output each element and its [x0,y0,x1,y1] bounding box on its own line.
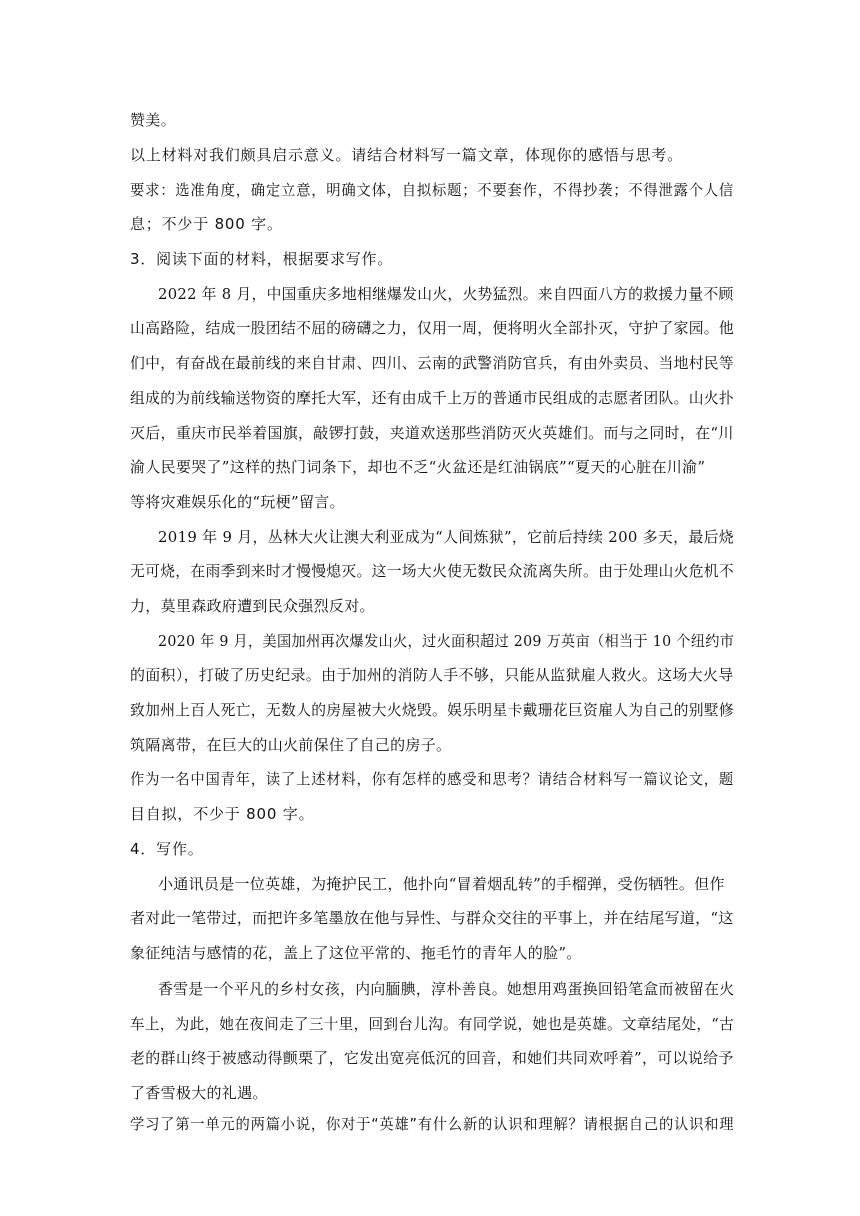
text-line: 山高路险，结成一股团结不屈的磅礴之力，仅用一周，便将明火全部扑灭，守护了家园。他 [130,319,734,337]
text-line: 小通讯员是一位英雄，为掩护民工，他扑向“冒着烟乱转”的手榴弹，受伤牺牲。但作 [158,875,725,893]
text-line: 们中，有奋战在最前线的来自甘肃、四川、云南的武警消防官兵，有由外卖员、当地村民等 [130,354,734,372]
text-line: 无可烧，在雨季到来时才慢慢熄灭。这一场大火使无数民众流离失所。由于处理山火危机不 [130,562,734,580]
text-line: 了香雪极大的礼遇。 [130,1084,268,1102]
text-line: 以上材料对我们颇具启示意义。请结合材料写一篇文章，体现你的感悟与思考。 [130,146,684,164]
text-line: 学习了第一单元的两篇小说，你对于“英雄”有什么新的认识和理解？请根据自己的认识和理 [130,1115,735,1133]
text-line: 灭后，重庆市民举着国旗，敲锣打鼓，夹道欢送那些消防灭火英雄们。而与之同时，在“川 [130,424,734,442]
text-line: 目自拟，不少于 800 字。 [130,805,315,823]
text-line: 赞美。 [130,111,176,129]
text-line: 作为一名中国青年，读了上述材料，你有怎样的感受和思考？请结合材料写一篇议论文，题 [130,770,735,788]
text-line: 者对此一笔带过，而把许多笔墨放在他与异性、与群众交往的平事上，并在结尾写道，“这 [130,909,734,927]
text-line: 车上，为此，她在夜间走了三十里，回到台儿沟。有同学说，她也是英雄。文章结尾处，“古 [130,1015,734,1033]
text-line: 香雪是一个平凡的乡村女孩，内向腼腆，淳朴善良。她想用鸡蛋换回铅笔盒而被留在火 [158,980,735,998]
text-line: 致加州上百人死亡，无数人的房屋被大火烧毁。娱乐明星卡戴珊花巨资雇人为自己的别墅修 [130,701,734,719]
text-line: 2020 年 9 月，美国加州再次爆发山火，过火面积超过 209 万英亩（相当于 10 个纽约市 [158,632,735,650]
text-line: 等将灾难娱乐化的“玩梗”留言。 [130,493,345,511]
text-line: 的面积），打破了历史纪录。由于加州的消防人手不够，只能从监狱雇人救火。这场大火导 [130,666,734,684]
text-line: 象征纯洁与感情的花，盖上了这位平常的、拖毛竹的青年人的脸”。 [130,944,582,962]
question-heading: 3．阅读下面的材料，根据要求写作。 [130,250,394,268]
text-line: 息；不少于 800 字。 [130,215,283,233]
text-line: 渝人民要哭了”这样的热门词条下，却也不乏“火盆还是红油锅底”“夏天的心脏在川渝” [130,458,706,476]
text-line: 筑隔离带，在巨大的山火前保住了自己的房子。 [130,736,452,754]
text-line: 要求：选准角度，确定立意，明确文体，自拟标题；不要套作，不得抄袭；不得泄露个人信 [130,181,735,199]
text-line: 力，莫里森政府遭到民众强烈反对。 [130,597,375,615]
text-line: 2019 年 9 月，丛林大火让澳大利亚成为“人间炼狱”，它前后持续 200 多天，最后烧 [158,528,735,546]
question-heading: 4．写作。 [130,840,204,858]
text-line: 组成的为前线输送物资的摩托大军，还有由成千上万的普通市民组成的志愿者团队。山火扑 [130,389,734,407]
text-line: 老的群山终于被感动得颤栗了，它发出宽亮低沉的回音，和她们共同欢呼着”，可以说给予 [130,1049,734,1067]
text-line: 2022 年 8 月，中国重庆多地相继爆发山火，火势猛烈。来自四面八方的救援力量不顾 [158,285,734,303]
